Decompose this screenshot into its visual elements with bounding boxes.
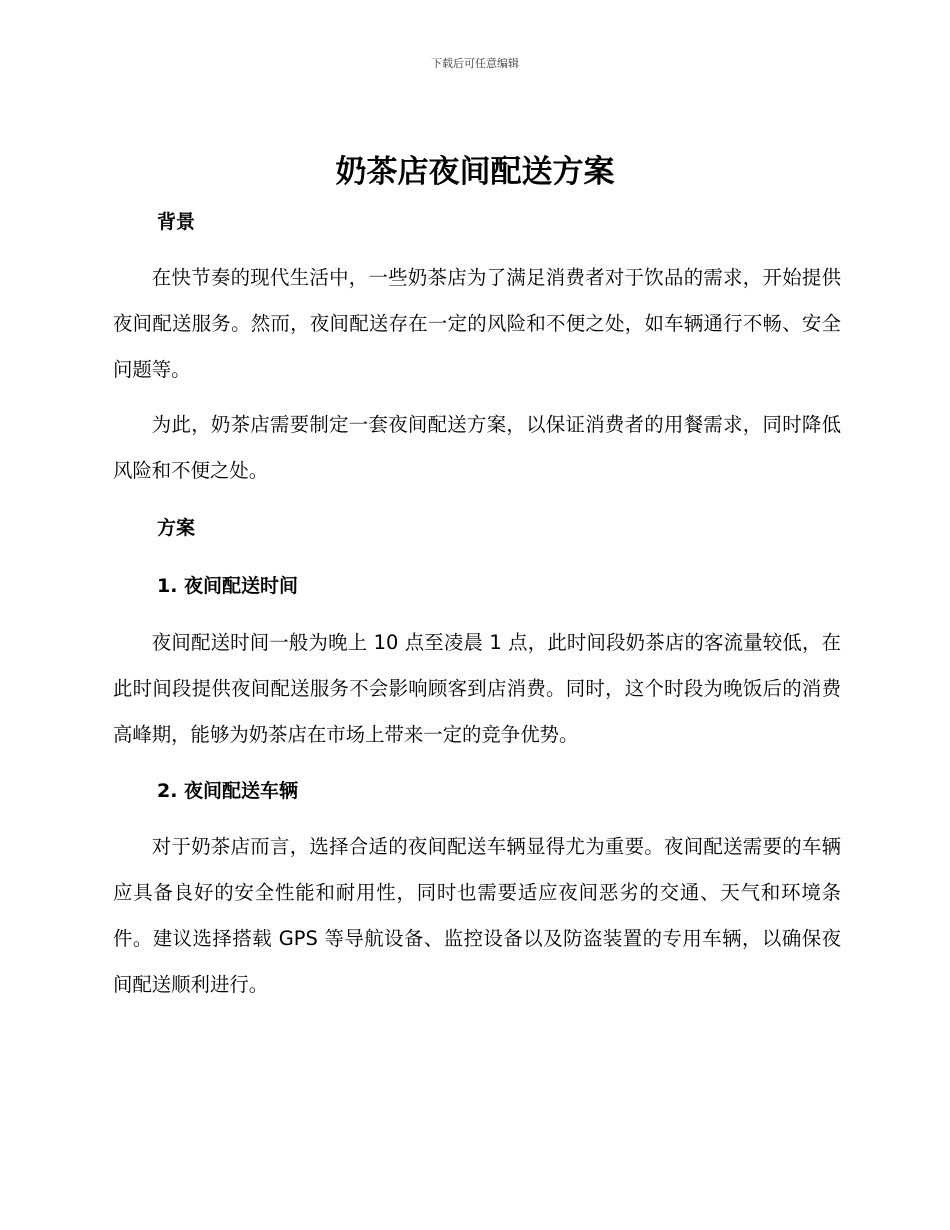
section-paragraph-delivery-vehicle: 对于奶茶店而言，选择合适的夜间配送车辆显得尤为重要。夜间配送需要的车辆应具备良好的安全性能和耐用性，同时也需要适应夜间恶劣的交通、天气和环境条件。建议选择搭载 GPS 等导航设备、监控设备以及防盗装置的专用车辆，以确保夜间配送顺利进行。 — [113, 835, 841, 996]
section-heading-delivery-vehicle: 2. 夜间配送车辆 — [157, 780, 299, 802]
background-paragraph-1: 在快节奏的现代生活中，一些奶茶店为了满足消费者对于饮品的需求，开始提供夜间配送服务。然而，夜间配送存在一定的风险和不便之处，如车辆通行不畅、安全问题等。 — [113, 266, 841, 381]
document-title: 奶茶店夜间配送方案 — [335, 154, 615, 190]
section-heading-delivery-time: 1. 夜间配送时间 — [157, 575, 299, 597]
section-paragraph-delivery-time: 夜间配送时间一般为晚上 10 点至凌晨 1 点，此时间段奶茶店的客流量较低，在此时间段提供夜间配送服务不会影响顾客到店消费。同时，这个时段为晚饭后的消费高峰期，能够为奶茶店在市场上带来一定的竞争优势。 — [113, 631, 841, 746]
plan-heading: 方案 — [157, 517, 196, 539]
background-paragraph-2: 为此，奶茶店需要制定一套夜间配送方案，以保证消费者的用餐需求，同时降低风险和不便之处。 — [113, 413, 841, 482]
background-heading: 背景 — [157, 211, 196, 233]
page-header: 下载后可任意编辑 — [431, 57, 519, 70]
